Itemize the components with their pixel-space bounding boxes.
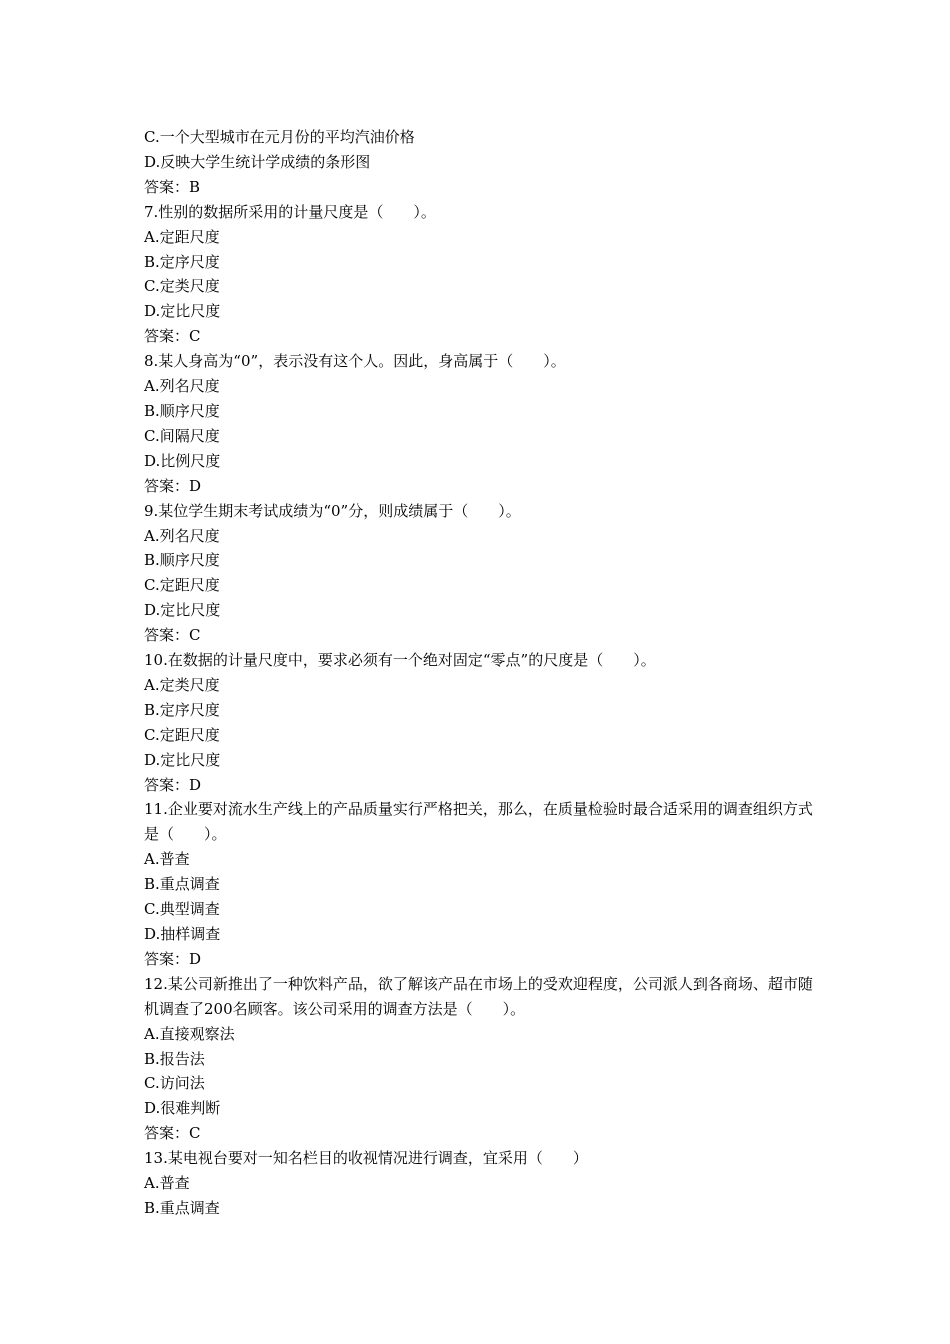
option-a: A.普查 bbox=[144, 850, 190, 869]
option-a: A.直接观察法 bbox=[144, 1024, 235, 1043]
option-d: D.定比尺度 bbox=[144, 302, 221, 321]
option-d: D.定比尺度 bbox=[144, 750, 221, 769]
answer: 答案：D bbox=[144, 476, 202, 495]
option-d: D.定比尺度 bbox=[144, 601, 221, 620]
option-c: C.定距尺度 bbox=[144, 576, 220, 595]
option-c: C.访问法 bbox=[144, 1074, 205, 1093]
option-b: B.重点调查 bbox=[144, 875, 220, 894]
option-b: B.顺序尺度 bbox=[144, 551, 220, 570]
option-c: C.典型调查 bbox=[144, 900, 220, 919]
option-b: B.定序尺度 bbox=[144, 252, 220, 271]
option-c: C.定距尺度 bbox=[144, 725, 220, 744]
option-d: D.比例尺度 bbox=[144, 451, 221, 470]
option-c: C.一个大型城市在元月份的平均汽油价格 bbox=[144, 128, 415, 146]
option-c: C.间隔尺度 bbox=[144, 426, 220, 445]
question-7: 7.性别的数据所采用的计量尺度是（ ）。 bbox=[144, 202, 436, 221]
document-page bbox=[144, 125, 814, 1221]
option-c: C.定类尺度 bbox=[144, 277, 220, 296]
option-b: B.报告法 bbox=[144, 1049, 205, 1068]
question-8: 8.某人身高为“0”，表示没有这个人。因此，身高属于（ ）。 bbox=[144, 352, 566, 371]
option-a: A.列名尺度 bbox=[144, 377, 220, 396]
question-9: 9.某位学生期末考试成绩为“0”分，则成绩属于（ ）。 bbox=[144, 501, 521, 520]
option-a: A.列名尺度 bbox=[144, 526, 220, 545]
option-b: B.顺序尺度 bbox=[144, 401, 220, 420]
option-a: A.定类尺度 bbox=[144, 675, 220, 694]
option-a: A.定距尺度 bbox=[144, 227, 220, 246]
option-d: D.抽样调查 bbox=[144, 925, 221, 943]
question-12: 12.某公司新推出了一种饮料产品，欲了解该产品在市场上的受欢迎程度，公司派人到各商场、超市随机调查了200名顾客。该公司采用的调查方法是（ ）。 bbox=[144, 974, 813, 1018]
option-d: D.反映大学生统计学成绩的条形图 bbox=[144, 152, 371, 171]
question-13: 13.某电视台要对一知名栏目的收视情况进行调查，宜采用（ ） bbox=[144, 1149, 588, 1168]
question-10: 10.在数据的计量尺度中，要求必须有一个绝对固定“零点”的尺度是（ ）。 bbox=[144, 651, 656, 670]
option-a: A.普查 bbox=[144, 1174, 190, 1193]
answer: 答案：C bbox=[144, 327, 201, 346]
answer: 答案：C bbox=[144, 626, 201, 645]
answer: 答案：D bbox=[144, 949, 202, 968]
option-d: D.很难判断 bbox=[144, 1099, 221, 1118]
question-11: 11.企业要对流水生产线上的产品质量实行严格把关，那么，在质量检验时最合适采用的调查组织方式是（ ）。 bbox=[144, 800, 813, 844]
option-b: B.定序尺度 bbox=[144, 700, 220, 719]
option-b: B.重点调查 bbox=[144, 1198, 220, 1217]
answer: 答案：B bbox=[144, 177, 201, 196]
answer: 答案：D bbox=[144, 775, 202, 794]
answer: 答案：C bbox=[144, 1124, 201, 1143]
